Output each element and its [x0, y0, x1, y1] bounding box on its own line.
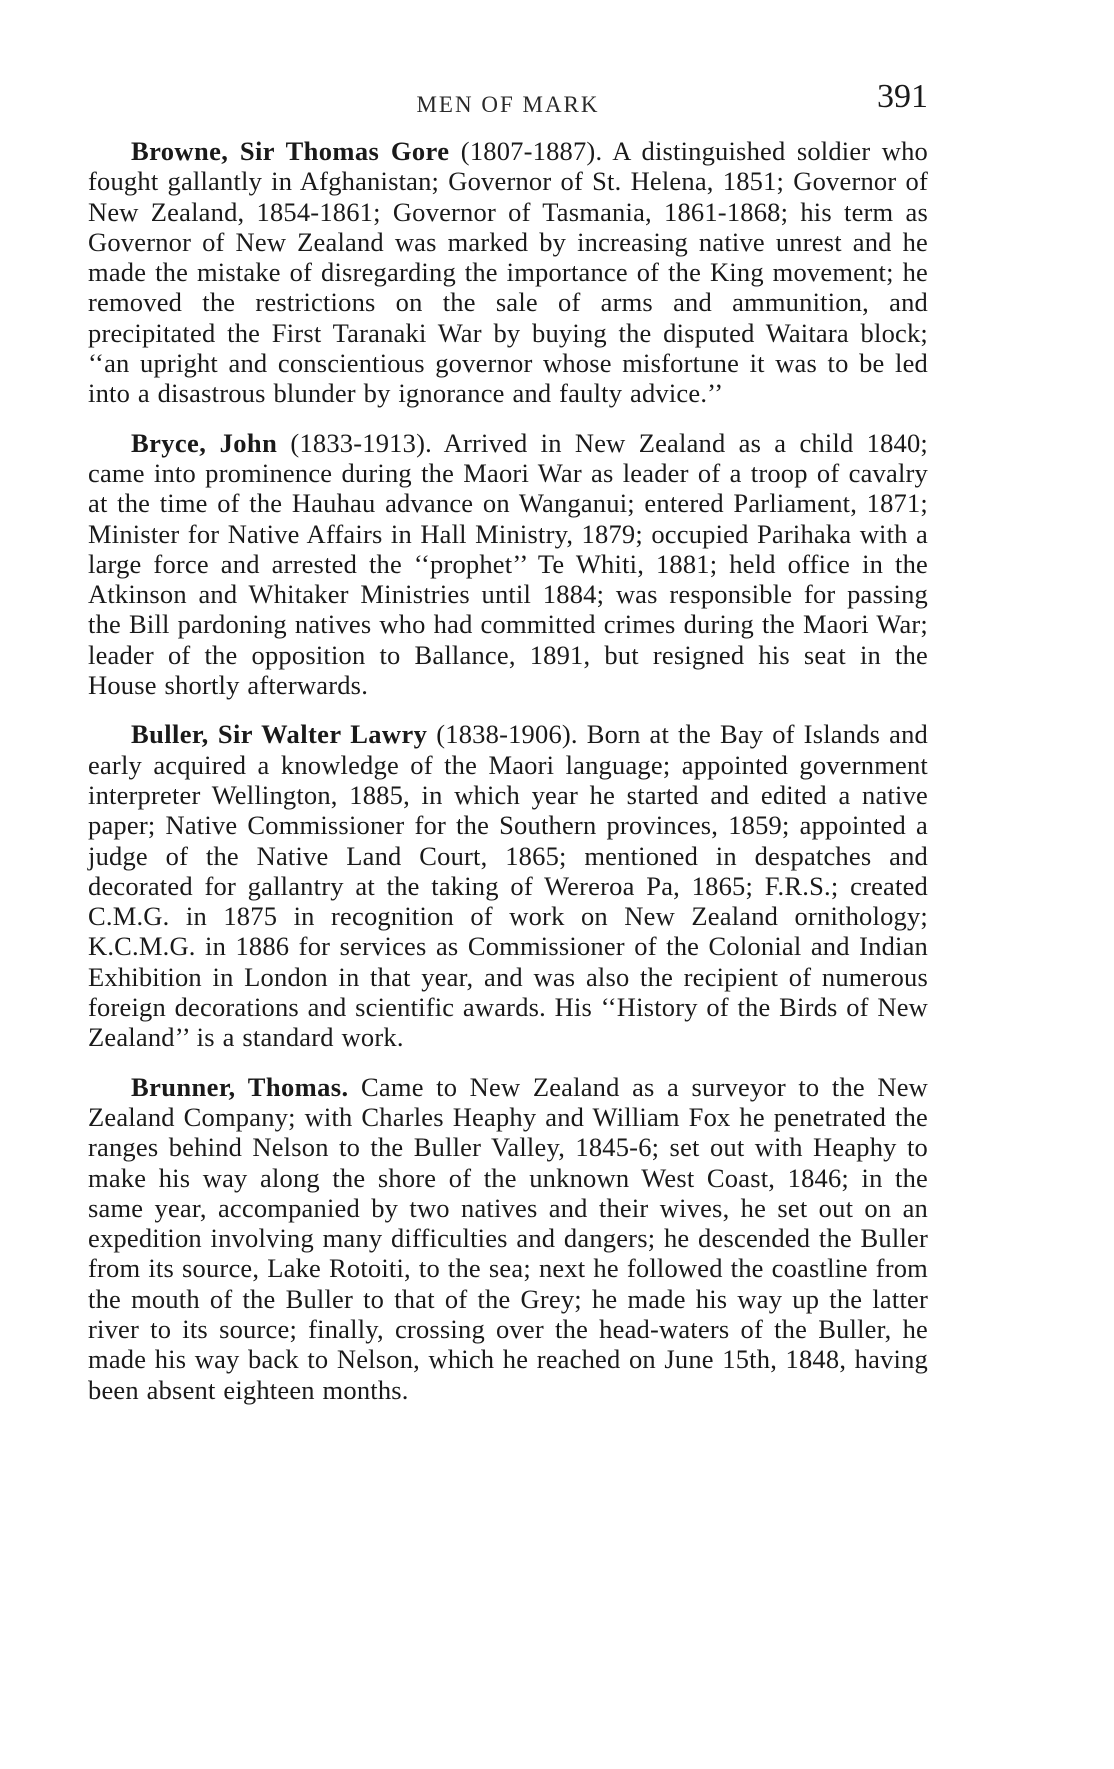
entry-browne	[88, 136, 928, 409]
entry-name: Brunner, Thomas.	[131, 1071, 349, 1102]
entry-text: (1833-1913). Arrived in New Zealand as a child 1840; came into prominence during the Maori War as leader of a troop of cavalry at the time of the Hauhau advance on Wanganui; entered Parliament, 1871; Minister for Native Affairs in Hall Ministry, 1879; occupied Parihaka with a large force and arrested the ‘‘prophet’’ Te Whiti, 1881; held office in the Atkinson and Whitaker Ministries until 1884; was responsible for passing the Bill pardoning natives who had committed crimes during the Maori War; leader of the opposition to Ballance, 1891, but resigned his seat in the House shortly afterwards.	[88, 427, 928, 701]
running-head: MEN OF MARK	[416, 92, 600, 117]
page-content	[88, 136, 928, 1424]
entry-name: Browne, Sir Thomas Gore	[131, 136, 450, 166]
entry-name: Bryce, John	[131, 427, 278, 458]
entry-buller	[88, 719, 928, 1052]
entry-brunner	[88, 1072, 928, 1405]
entry-text: Came to New Zealand as a surveyor to the New Zealand Company; with Charles Heaphy and William Fox he penetrated the ranges behind Nelson to the Buller Valley, 1845-6; set out with Heaphy to make his way along the shore of the unknown West Coast, 1846; in the same year, accompanied by two natives and their wives, he set out on an expedition involving many difficulties and dangers; he descended the Buller from its source, Lake Rotoiti, to the sea; next he followed the coastline from the mouth of the Buller to that of the Grey; he made his way up the latter river to its source; finally, crossing over the head-waters of the Buller, he made his way back to Nelson, which he reached on June 15th, 1848, having been absent eighteen months.	[88, 1071, 928, 1405]
entry-bryce	[88, 428, 928, 701]
entry-text: (1838-1906). Born at the Bay of Islands and early acquired a knowledge of the Maori language; appointed government interpreter Wellington, 1885, in which year he started and edited a native paper; Native Commissioner for the Southern provinces, 1859; appointed a judge of the Native Land Court, 1865; mentioned in despatches and decorated for gallantry at the taking of Wereroa Pa, 1865; F.R.S.; created C.M.G. in 1875 in recognition of work on New Zealand ornithology; K.C.M.G. in 1886 for services as Commissioner of the Colonial and Indian Exhibition in London in that year, and was also the recipient of numerous foreign decorations and scientific awards. His ‘‘History of the Birds of New Zealand’’ is a standard work.	[88, 719, 928, 1053]
page-header	[88, 78, 928, 126]
entry-name: Buller, Sir Walter Lawry	[131, 719, 428, 750]
page-number: 391	[877, 78, 928, 115]
entry-text: (1807-1887). A distinguished soldier who fought gallantly in Afghanistan; Governor of St. Helena, 1851; Governor of New Zealand, 1854-1861; Governor of Tasmania, 1861-1868; his term as Governor of New Zealand was marked by increasing native unrest and he made the mistake of disregarding the importance of the King movement; he removed the restrictions on the sale of arms and ammunition, and precipitated the First Taranaki War by buying the disputed Waitara block; ‘‘an upright and conscientious governor whose misfortune it was to be led into a disastrous blunder by ignorance and faulty advice.’’	[88, 136, 928, 409]
